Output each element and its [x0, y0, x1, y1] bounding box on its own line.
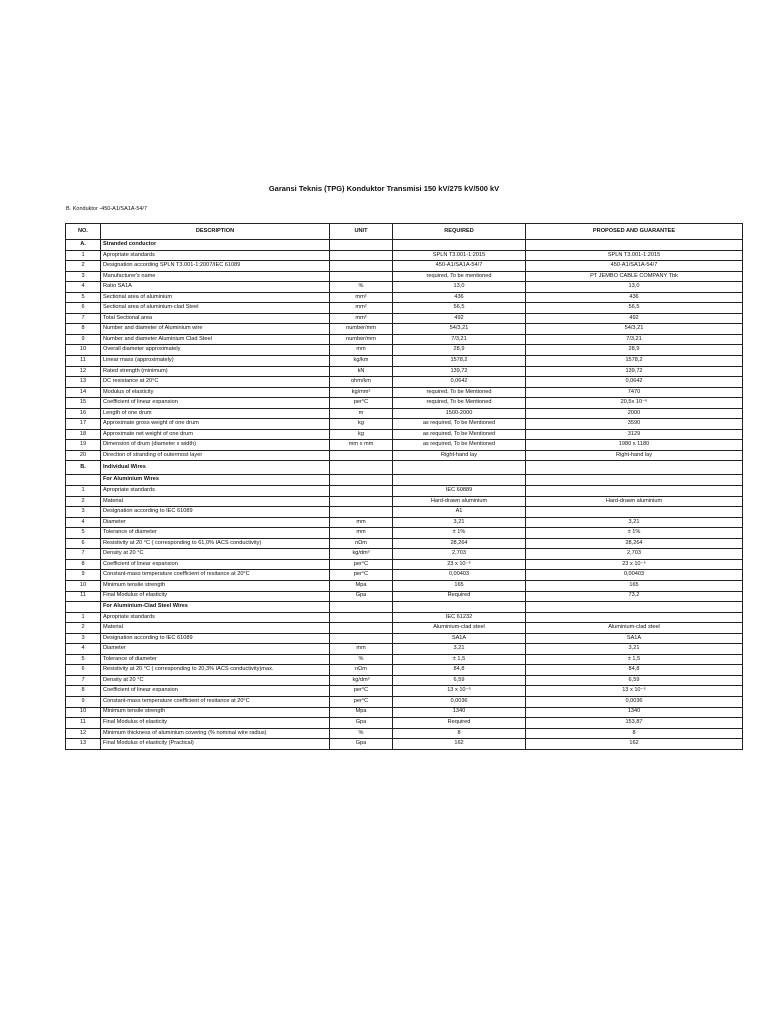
cell-description: Length of one drum [101, 408, 330, 419]
cell-description: For Aluminium-Clad Steel Wires [101, 602, 330, 613]
cell-proposed: 56,5 [526, 303, 743, 314]
cell-proposed: 492 [526, 313, 743, 324]
table-row [66, 654, 743, 665]
cell-unit: % [330, 728, 393, 739]
cell-unit: kg/dm³ [330, 549, 393, 560]
cell-required: 0,0642 [393, 377, 526, 388]
cell-description: Tolerance of diameter [101, 654, 330, 665]
cell-required: 7/3,21 [393, 334, 526, 345]
cell-proposed: 73,2 [526, 591, 743, 602]
cell-no: 10 [66, 580, 101, 591]
cell-unit [330, 271, 393, 282]
cell-required: required, To be Mentioned [393, 398, 526, 409]
cell-proposed: 13 x 10⁻⁶ [526, 686, 743, 697]
cell-no: 4 [66, 644, 101, 655]
cell-required [393, 461, 526, 475]
cell-no: 5 [66, 292, 101, 303]
cell-unit: Gpa [330, 591, 393, 602]
cell-unit: Gpa [330, 718, 393, 729]
section-row [66, 240, 743, 251]
cell-no: 9 [66, 334, 101, 345]
cell-unit: % [330, 654, 393, 665]
cell-required: 492 [393, 313, 526, 324]
cell-proposed [526, 461, 743, 475]
cell-unit: mm [330, 644, 393, 655]
cell-required [393, 602, 526, 613]
cell-proposed: 3,21 [526, 517, 743, 528]
table-row [66, 440, 743, 451]
cell-proposed: 7/3,21 [526, 334, 743, 345]
cell-proposed: 8 [526, 728, 743, 739]
cell-unit: Gpa [330, 739, 393, 750]
table-row [66, 398, 743, 409]
cell-required: 2,703 [393, 549, 526, 560]
cell-no: 3 [66, 633, 101, 644]
table-row [66, 387, 743, 398]
cell-required: 162 [393, 739, 526, 750]
header-unit: UNIT [330, 224, 393, 240]
cell-description: Manufacturer's name [101, 271, 330, 282]
cell-proposed [526, 486, 743, 497]
cell-proposed: 1980 x 1180 [526, 440, 743, 451]
cell-required: Right-hand lay [393, 450, 526, 461]
cell-proposed: Hard-drawn aluminium [526, 496, 743, 507]
cell-required: 3,21 [393, 644, 526, 655]
cell-unit [330, 486, 393, 497]
cell-description: Material [101, 496, 330, 507]
cell-no [66, 475, 101, 486]
cell-no: 8 [66, 559, 101, 570]
cell-proposed: 20,5x 10⁻⁶ [526, 398, 743, 409]
cell-required: 13,0 [393, 282, 526, 293]
table-row [66, 728, 743, 739]
cell-description: Sectional area of aluminium [101, 292, 330, 303]
cell-no: 13 [66, 739, 101, 750]
cell-unit [330, 240, 393, 251]
cell-unit: nΩm [330, 538, 393, 549]
cell-unit: mm x mm [330, 440, 393, 451]
cell-description: Final Modulus of elasticity (Practical) [101, 739, 330, 750]
cell-no: 7 [66, 313, 101, 324]
cell-no: 15 [66, 398, 101, 409]
table-row [66, 292, 743, 303]
cell-unit: ohm/km [330, 377, 393, 388]
cell-description: Dimension of drum (diameter x width) [101, 440, 330, 451]
table-row [66, 250, 743, 261]
cell-no: 11 [66, 718, 101, 729]
cell-required: 436 [393, 292, 526, 303]
cell-required: 6,59 [393, 675, 526, 686]
cell-proposed: Right-hand lay [526, 450, 743, 461]
cell-unit [330, 261, 393, 272]
cell-no: 20 [66, 450, 101, 461]
cell-no: 16 [66, 408, 101, 419]
cell-required: 8 [393, 728, 526, 739]
cell-description: Minimum tensile strength [101, 580, 330, 591]
table-row [66, 696, 743, 707]
cell-required: 0,0036 [393, 696, 526, 707]
table-row [66, 739, 743, 750]
cell-proposed: SA1A [526, 633, 743, 644]
table-row [66, 549, 743, 560]
table-row [66, 580, 743, 591]
cell-description: Tolerance of diameter [101, 528, 330, 539]
cell-unit: nΩm [330, 665, 393, 676]
cell-no: 4 [66, 517, 101, 528]
cell-proposed: SPLN T3.001-1:2015 [526, 250, 743, 261]
cell-proposed: 0,0036 [526, 696, 743, 707]
cell-no: 6 [66, 665, 101, 676]
cell-proposed: 28,264 [526, 538, 743, 549]
table-row [66, 570, 743, 581]
table-row [66, 496, 743, 507]
cell-no: 2 [66, 623, 101, 634]
table-row [66, 313, 743, 324]
cell-required: Required [393, 718, 526, 729]
table-body [66, 240, 743, 750]
cell-description: DC resistance at 20°C [101, 377, 330, 388]
cell-required: 1500-2000 [393, 408, 526, 419]
cell-proposed: 3129 [526, 429, 743, 440]
cell-unit: kg/km [330, 356, 393, 367]
cell-description: Apropriate standards [101, 250, 330, 261]
cell-no: 1 [66, 250, 101, 261]
cell-description: Approximate gross weight of one drum [101, 419, 330, 430]
cell-description: Sectional area of aluminium-clad Steel [101, 303, 330, 314]
cell-unit: kN [330, 366, 393, 377]
cell-no: 7 [66, 675, 101, 686]
cell-description: Approximate net weight of one drum [101, 429, 330, 440]
cell-unit [330, 623, 393, 634]
cell-required: IEC 60889 [393, 486, 526, 497]
cell-no: 1 [66, 486, 101, 497]
cell-required: Aluminium-clad steel [393, 623, 526, 634]
document-subtitle: B. Konduktor -450-A1/SA1A-54/7 [66, 206, 148, 212]
cell-no: 14 [66, 387, 101, 398]
cell-unit [330, 612, 393, 623]
cell-required: 13 x 10⁻⁶ [393, 686, 526, 697]
cell-proposed: 436 [526, 292, 743, 303]
table-row [66, 271, 743, 282]
cell-proposed: 165 [526, 580, 743, 591]
cell-description: Final Modulus of elasticity [101, 718, 330, 729]
cell-description: Overall diameter approximately [101, 345, 330, 356]
cell-required: 54/3,21 [393, 324, 526, 335]
cell-required: 84,8 [393, 665, 526, 676]
cell-required: as required, To be Mentioned [393, 419, 526, 430]
cell-proposed: 2000 [526, 408, 743, 419]
cell-description: Density at 20 °C [101, 549, 330, 560]
table-row [66, 324, 743, 335]
table-row [66, 282, 743, 293]
cell-proposed: ± 1% [526, 528, 743, 539]
cell-unit: kg [330, 419, 393, 430]
cell-no: 3 [66, 507, 101, 518]
table-row [66, 686, 743, 697]
cell-no: B. [66, 461, 101, 475]
cell-description: Resistivity at 20 °C ( corresponding to 20,3% IACS conductivity)max. [101, 665, 330, 676]
subsection-row [66, 602, 743, 613]
cell-no: 6 [66, 303, 101, 314]
table-row [66, 644, 743, 655]
cell-description: Density at 20 °C [101, 675, 330, 686]
cell-no: 18 [66, 429, 101, 440]
cell-unit [330, 250, 393, 261]
cell-no: 2 [66, 496, 101, 507]
cell-description: Designation according to IEC 61089 [101, 633, 330, 644]
table-row [66, 345, 743, 356]
cell-unit [330, 496, 393, 507]
table-row [66, 517, 743, 528]
cell-no: 1 [66, 612, 101, 623]
cell-unit: kg/mm² [330, 387, 393, 398]
cell-proposed: 450-A1/SA1A-54/7 [526, 261, 743, 272]
cell-description: Rated strength (minimum) [101, 366, 330, 377]
cell-description: Modulus of elasticity [101, 387, 330, 398]
table-row [66, 528, 743, 539]
cell-unit [330, 633, 393, 644]
cell-no: 10 [66, 707, 101, 718]
cell-description: Minimum tensile strength [101, 707, 330, 718]
cell-unit: Mpa [330, 707, 393, 718]
table-row [66, 377, 743, 388]
cell-description: Ratio SA1A [101, 282, 330, 293]
cell-proposed: 3,21 [526, 644, 743, 655]
cell-description: Apropriate standards [101, 612, 330, 623]
cell-unit [330, 602, 393, 613]
cell-description: For Aluminium Wires [101, 475, 330, 486]
cell-description: Total Sectional area [101, 313, 330, 324]
cell-required: 139,72 [393, 366, 526, 377]
cell-no: 13 [66, 377, 101, 388]
cell-required: 3,21 [393, 517, 526, 528]
cell-no: 7 [66, 549, 101, 560]
table-row [66, 633, 743, 644]
cell-proposed: 23 x 10⁻⁶ [526, 559, 743, 570]
cell-required: A1 [393, 507, 526, 518]
cell-proposed: ± 1,5 [526, 654, 743, 665]
cell-unit: mm² [330, 313, 393, 324]
cell-description: Individual Wires [101, 461, 330, 475]
cell-description: Direction of stranding of outermost layer [101, 450, 330, 461]
table-row [66, 429, 743, 440]
cell-no: 10 [66, 345, 101, 356]
table-row [66, 507, 743, 518]
table-row [66, 261, 743, 272]
table-row [66, 408, 743, 419]
cell-no: 12 [66, 728, 101, 739]
cell-required: 450-A1/SA1A-54/7 [393, 261, 526, 272]
table-row [66, 591, 743, 602]
cell-unit: % [330, 282, 393, 293]
cell-unit: mm [330, 517, 393, 528]
cell-description: Resistivity at 20 °C ( corresponding to 61,0% IACS conductivity) [101, 538, 330, 549]
document-title: Garansi Teknis (TPG) Konduktor Transmisi 150 kV/275 kV/500 kV [268, 184, 500, 193]
cell-no: 12 [66, 366, 101, 377]
cell-description: Constant-mass temperature coefficient of resitance at 20°C [101, 570, 330, 581]
cell-proposed: 0,00403 [526, 570, 743, 581]
cell-proposed: 139,72 [526, 366, 743, 377]
cell-required: 28,9 [393, 345, 526, 356]
cell-proposed: 28,9 [526, 345, 743, 356]
cell-unit: per°C [330, 570, 393, 581]
section-row [66, 461, 743, 475]
table-row [66, 419, 743, 430]
cell-proposed [526, 612, 743, 623]
cell-required: ± 1% [393, 528, 526, 539]
cell-required [393, 240, 526, 251]
cell-unit: mm² [330, 303, 393, 314]
cell-unit: m [330, 408, 393, 419]
table-row [66, 303, 743, 314]
cell-unit [330, 475, 393, 486]
table-row [66, 665, 743, 676]
cell-no: 6 [66, 538, 101, 549]
header-no: NO. [66, 224, 101, 240]
cell-description: Diameter [101, 517, 330, 528]
cell-required: 0,00403 [393, 570, 526, 581]
cell-proposed: 3590 [526, 419, 743, 430]
cell-required: as required, To be Mentioned [393, 429, 526, 440]
cell-description: Constant-mass temperature coefficient of resitance at 20°C [101, 696, 330, 707]
header-required: REQUIRED [393, 224, 526, 240]
cell-proposed: 1340 [526, 707, 743, 718]
cell-required: required, To be mentioned [393, 271, 526, 282]
cell-required: 28,264 [393, 538, 526, 549]
cell-description: Final Modulus of elasticity [101, 591, 330, 602]
cell-description: Minimum thickness of aluminium covering (% nominal wire radius) [101, 728, 330, 739]
cell-description: Coefficient of linear expansion [101, 686, 330, 697]
cell-no: 11 [66, 356, 101, 367]
cell-description: Designation according to IEC 61089 [101, 507, 330, 518]
cell-no: 11 [66, 591, 101, 602]
table-header-row [66, 224, 743, 240]
cell-unit: per°C [330, 559, 393, 570]
cell-no: 17 [66, 419, 101, 430]
table-row [66, 486, 743, 497]
cell-unit: Mpa [330, 580, 393, 591]
cell-required: SA1A [393, 633, 526, 644]
cell-required: SPLN T3.001-1:2015 [393, 250, 526, 261]
cell-unit: per°C [330, 398, 393, 409]
cell-proposed: Aluminium-clad steel [526, 623, 743, 634]
cell-no: 2 [66, 261, 101, 272]
cell-proposed: 1578,2 [526, 356, 743, 367]
cell-proposed [526, 507, 743, 518]
cell-required: Required [393, 591, 526, 602]
cell-description: Diameter [101, 644, 330, 655]
table-row [66, 366, 743, 377]
header-description: DESCRIPTION [101, 224, 330, 240]
cell-no: 5 [66, 528, 101, 539]
cell-proposed [526, 475, 743, 486]
cell-unit: per°C [330, 696, 393, 707]
cell-proposed: 6,59 [526, 675, 743, 686]
table-row [66, 718, 743, 729]
cell-description: Coefficient of linear expansion [101, 398, 330, 409]
cell-no: 3 [66, 271, 101, 282]
cell-description: Number and diameter of Aluminium wire [101, 324, 330, 335]
cell-description: Number and diameter Aluminium Clad Steel [101, 334, 330, 345]
cell-no: 9 [66, 696, 101, 707]
cell-required: 1578,2 [393, 356, 526, 367]
cell-required: ± 1,5 [393, 654, 526, 665]
cell-proposed: 13,0 [526, 282, 743, 293]
cell-proposed: 54/3,21 [526, 324, 743, 335]
cell-unit: mm [330, 528, 393, 539]
table-row [66, 334, 743, 345]
cell-description: Coefficient of linear expansion [101, 559, 330, 570]
cell-unit [330, 450, 393, 461]
cell-no: 8 [66, 324, 101, 335]
cell-unit [330, 507, 393, 518]
cell-required: Hard-drawn aluminium [393, 496, 526, 507]
cell-proposed: 2,703 [526, 549, 743, 560]
cell-unit: kg/dm³ [330, 675, 393, 686]
cell-required: 1340 [393, 707, 526, 718]
cell-unit: per°C [330, 686, 393, 697]
cell-no: 8 [66, 686, 101, 697]
cell-description: Stranded conductor [101, 240, 330, 251]
cell-no: A. [66, 240, 101, 251]
cell-required: 165 [393, 580, 526, 591]
cell-proposed: PT JEMBO CABLE COMPANY Tbk [526, 271, 743, 282]
cell-required: required, To be Mentioned [393, 387, 526, 398]
cell-no: 19 [66, 440, 101, 451]
table-row [66, 707, 743, 718]
table-row [66, 623, 743, 634]
cell-proposed: 84,8 [526, 665, 743, 676]
cell-description: Material [101, 623, 330, 634]
table-row [66, 450, 743, 461]
cell-proposed: 162 [526, 739, 743, 750]
table-row [66, 675, 743, 686]
cell-no: 9 [66, 570, 101, 581]
table-row [66, 559, 743, 570]
cell-no [66, 602, 101, 613]
cell-required: 56,5 [393, 303, 526, 314]
cell-required: as required, To be Mentioned [393, 440, 526, 451]
spec-table [65, 223, 743, 750]
cell-proposed [526, 602, 743, 613]
cell-required: 23 x 10⁻⁶ [393, 559, 526, 570]
cell-description: Linear mass (approximately) [101, 356, 330, 367]
cell-required [393, 475, 526, 486]
cell-proposed: 0,0642 [526, 377, 743, 388]
cell-unit: kg [330, 429, 393, 440]
cell-proposed: 153,87 [526, 718, 743, 729]
cell-unit: mm² [330, 292, 393, 303]
table-row [66, 538, 743, 549]
table-row [66, 356, 743, 367]
cell-description: Apropriate standards [101, 486, 330, 497]
header-proposed: PROPOSED AND GUARANTEE [526, 224, 743, 240]
cell-no: 4 [66, 282, 101, 293]
cell-unit [330, 461, 393, 475]
cell-proposed [526, 240, 743, 251]
cell-proposed: 7470 [526, 387, 743, 398]
cell-unit: mm [330, 345, 393, 356]
table-row [66, 612, 743, 623]
cell-unit: number/mm [330, 324, 393, 335]
cell-unit: number/mm [330, 334, 393, 345]
cell-required: IEC 61232 [393, 612, 526, 623]
cell-no: 5 [66, 654, 101, 665]
subsection-row [66, 475, 743, 486]
cell-description: Designation according SPLN T3.001-1:2007/IEC 61089 [101, 261, 330, 272]
